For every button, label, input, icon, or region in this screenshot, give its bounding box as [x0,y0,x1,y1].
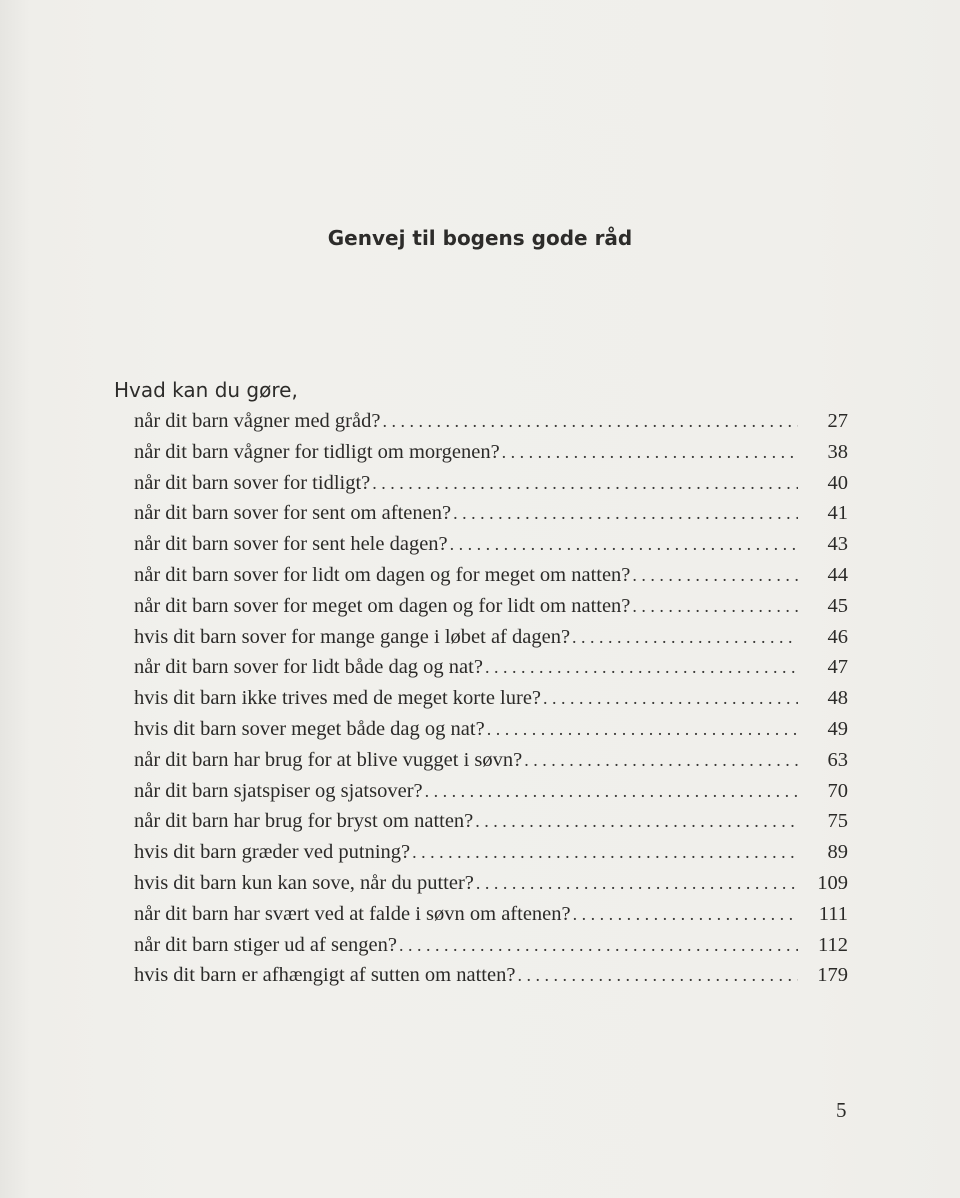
toc-entry-text: hvis dit barn sover for mange gange i løbet af dagen? [134,625,571,648]
toc-entry-text: når dit barn har brug for at blive vugget i søvn? [134,748,523,771]
toc-entry-text: når dit barn sover for sent hele dagen? [134,533,448,556]
toc-entry [134,529,848,560]
toc-entry [134,498,848,529]
dot-leader [543,683,798,714]
dot-leader [632,560,798,591]
section-heading: Hvad kan du gøre, [114,378,298,402]
toc-entry-text: hvis dit barn kun kan sove, når du putter? [134,871,474,894]
toc-entry [134,437,848,468]
toc-entry-page: 40 [827,471,848,494]
toc-entry-page: 45 [827,594,848,617]
toc-entry [134,468,848,499]
toc-entry-page: 46 [827,625,848,648]
dot-leader [372,468,798,499]
toc-entry [134,806,848,837]
toc-entry [134,406,848,437]
toc-entry [134,960,848,991]
toc-entry-text: når dit barn sover for meget om dagen og for lidt om natten? [134,594,631,617]
toc-entry-text: når dit barn sover for tidligt? [134,471,371,494]
toc-entry [134,622,848,653]
dot-leader [450,529,798,560]
toc-entry-page: 49 [827,717,848,740]
toc-entry-text: når dit barn sover for lidt både dag og nat? [134,656,483,679]
dot-leader [425,776,798,807]
toc-entry-page: 109 [817,871,848,894]
toc-entry-page: 63 [827,748,848,771]
toc-entry-text: når dit barn sjatspiser og sjatsover? [134,779,423,802]
toc-entry-page: 38 [827,440,848,463]
toc-entry-page: 47 [827,656,848,679]
dot-leader [517,960,798,991]
dot-leader [524,745,798,776]
toc-entry-page: 44 [827,563,848,586]
toc-entry-page: 70 [827,779,848,802]
toc-entry [134,714,848,745]
dot-leader [632,591,798,622]
toc-entry-page: 75 [827,810,848,833]
dot-leader [475,806,798,837]
toc-entry-text: når dit barn vågner med gråd? [134,410,381,432]
dot-leader [572,622,798,653]
dot-leader [487,714,798,745]
toc-entry-text: hvis dit barn græder ved putning? [134,841,411,864]
toc-entry-text: hvis dit barn er afhængigt af sutten om natten? [134,964,516,987]
dot-leader [412,837,798,868]
toc-entry-page: 111 [818,902,848,925]
toc-entry-text: når dit barn stiger ud af sengen? [134,933,397,956]
toc-entry [134,837,848,868]
dot-leader [453,498,798,529]
toc-entry [134,683,848,714]
toc-entry-page: 48 [827,687,848,710]
dot-leader [399,930,798,961]
dot-leader [485,652,798,683]
page-number: 5 [836,1098,847,1122]
toc-entry-page: 89 [827,841,848,864]
toc-entry [134,591,848,622]
toc-entry-text: når dit barn vågner for tidligt om morgenen? [134,440,500,463]
dot-leader [502,437,798,468]
toc-entry-text: hvis dit barn sover meget både dag og nat? [134,717,485,740]
toc-entry-text: når dit barn sover for lidt om dagen og for meget om natten? [134,563,631,586]
toc-entry [134,560,848,591]
toc-entry-page: 179 [817,964,848,987]
toc-entry-text: når dit barn sover for sent om aftenen? [134,502,452,525]
dot-leader [382,406,798,437]
dot-leader [476,868,798,899]
toc-entry [134,652,848,683]
toc-entry-page: 41 [827,502,848,525]
toc-entry-text: når dit barn har svært ved at falde i søvn om aftenen? [134,902,571,925]
toc-entry [134,776,848,807]
toc-entry [134,930,848,961]
toc-entry-page: 27 [827,410,848,432]
toc-entry-page: 43 [827,533,848,556]
dot-leader [573,899,798,930]
page-title: Genvej til bogens gode råd [327,226,633,250]
toc-entry-text: hvis dit barn ikke trives med de meget korte lure? [134,687,542,710]
toc-entry [134,868,848,899]
toc-entry-page: 112 [818,933,848,956]
table-of-contents [134,406,848,991]
toc-entry-text: når dit barn har brug for bryst om natten? [134,810,474,833]
toc-entry [134,745,848,776]
toc-entry [134,899,848,930]
